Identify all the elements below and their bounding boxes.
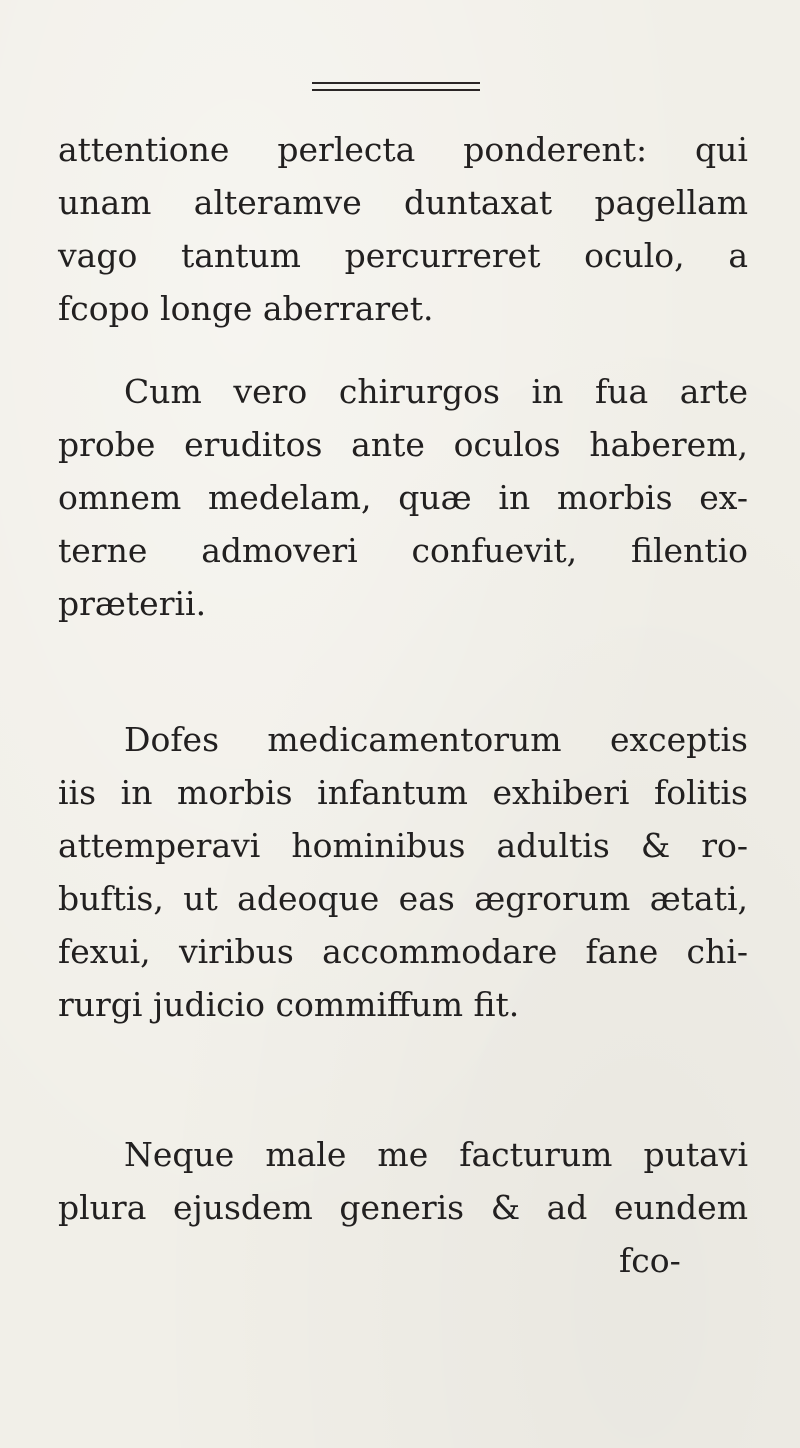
header-ornament-rule xyxy=(312,82,480,92)
text-line: buftis, ut adeoque eas ægrorum ætati, xyxy=(58,879,748,918)
text-line: attentione perlecta ponderent: qui xyxy=(58,130,748,169)
ornament-rule-bottom xyxy=(312,89,480,91)
text-line: rurgi judicio commiffum fit. xyxy=(58,985,520,1024)
text-line: Cum vero chirurgos in fua arte xyxy=(124,372,748,411)
text-line: Neque male me facturum putavi xyxy=(124,1135,748,1174)
ornament-rule-top xyxy=(312,82,480,84)
text-line: præterii. xyxy=(58,584,207,623)
text-line: unam alteramve duntaxat pagellam xyxy=(58,183,748,222)
catchword: fco- xyxy=(619,1241,681,1280)
text-line: plura ejusdem generis & ad eundem xyxy=(58,1188,748,1227)
text-line: iis in morbis infantum exhiberi folitis xyxy=(58,773,748,812)
text-line: terne admoveri confuevit, filentio xyxy=(58,531,748,570)
text-line: probe eruditos ante oculos haberem, xyxy=(58,425,748,464)
text-line: Dofes medicamentorum exceptis xyxy=(124,720,748,759)
text-line: fexui, viribus accommodare fane chi- xyxy=(58,932,748,971)
text-line: omnem medelam, quæ in morbis ex- xyxy=(58,478,748,517)
text-line: vago tantum percurreret oculo, a xyxy=(58,236,748,275)
text-line: attemperavi hominibus adultis & ro- xyxy=(58,826,748,865)
text-line: fcopo longe aberraret. xyxy=(58,289,434,328)
